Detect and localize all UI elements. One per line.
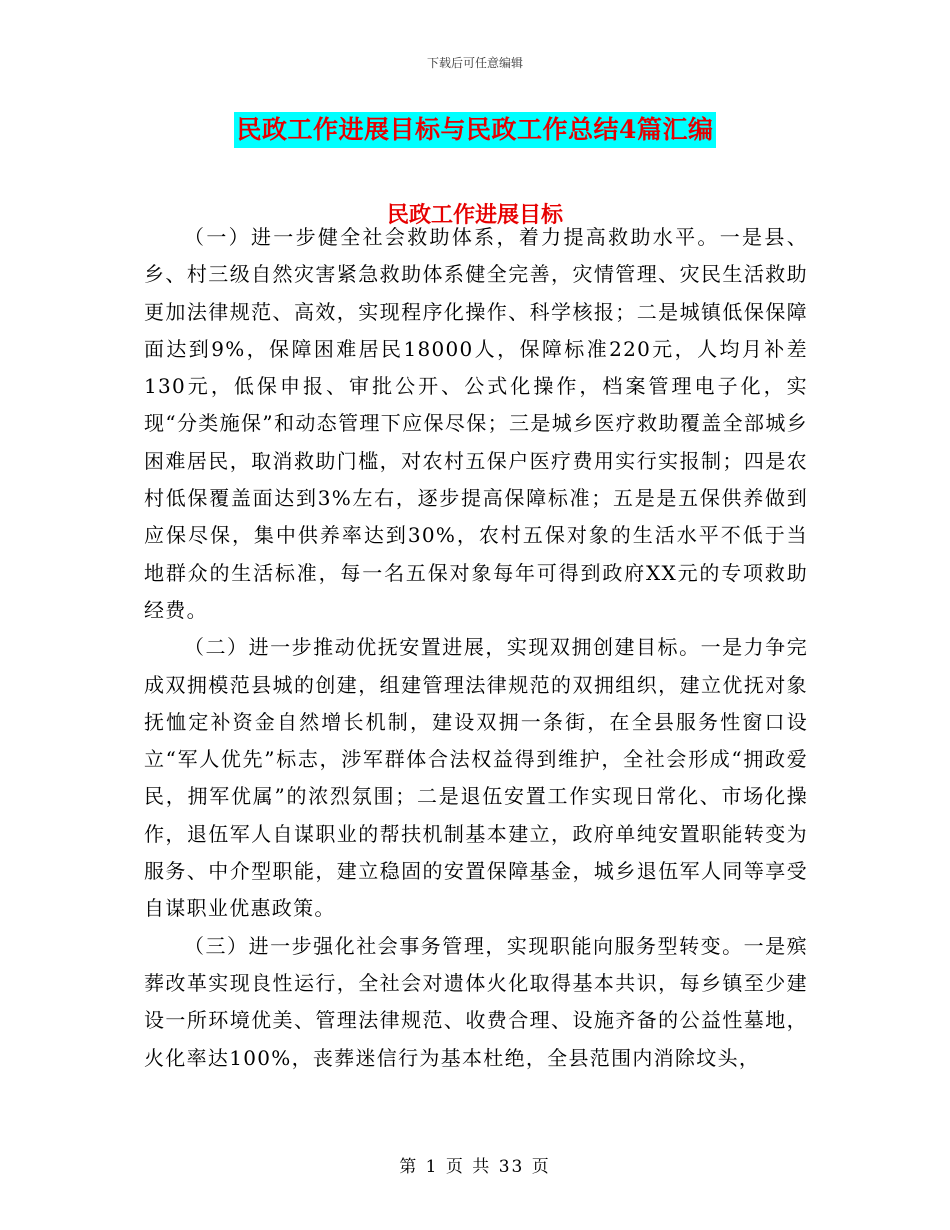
document-title-container	[0, 112, 950, 148]
download-note: 下载后可任意编辑	[426, 56, 523, 70]
paragraph-2: （二）进一步推动优抚安置进展，实现双拥创建目标。一是力争完成双拥模范县城的创建，组建管理法律规范的双拥组织，建立优抚对象抚恤定补资金自然增长机制，建设双拥一条街，在全县服务性窗口设立“军人优先”标志，涉军群体合法权益得到维护，全社会形成“拥政爱民，拥军优属”的浓烈氛围；二是退伍安置工作实现日常化、市场化操作，退伍军人自谋职业的帮扶机制基本建立，政府单纯安置职能转变为服务、中介型职能，建立稳固的安置保障基金，城乡退伍军人同等享受自谋职业优惠政策。	[144, 635, 808, 921]
paragraph-1: （一）进一步健全社会救助体系，着力提高救助水平。一是县、乡、村三级自然灾害紧急救助体系健全完善，灾情管理、灾民生活救助更加法律规范、高效，实现程序化操作、科学核报；二是城镇低保保障面达到9%，保障困难居民18000人，保障标准220元，人均月补差130元，低保申报、审批公开、公式化操作，档案管理电子化，实现“分类施保”和动态管理下应保尽保；三是城乡医疗救助覆盖全部城乡困难居民，取消救助门槛，对农村五保户医疗费用实行实报制；四是农村低保覆盖面达到3%左右，逐步提高保障标准；五是是五保供养做到应保尽保，集中供养率达到30%，农村五保对象的生活水平不低于当地群众的生活标准，每一名五保对象每年可得到政府XX元的专项救助经费。	[144, 225, 808, 622]
paragraph-3: （三）进一步强化社会事务管理，实现职能向服务型转变。一是殡葬改革实现良性运行，全社会对遗体火化取得基本共识，每乡镇至少建设一所环境优美、管理法律规范、收费合理、设施齐备的公益性墓地，火化率达100%，丧葬迷信行为基本杜绝，全县范围内消除坟头，	[144, 933, 808, 1070]
document-body	[144, 219, 808, 1077]
document-title: 民政工作进展目标与民政工作总结4篇汇编	[234, 112, 717, 148]
page-number: 第 1 页 共 33 页	[399, 1157, 551, 1177]
section-title: 民政工作进展目标	[386, 202, 563, 228]
